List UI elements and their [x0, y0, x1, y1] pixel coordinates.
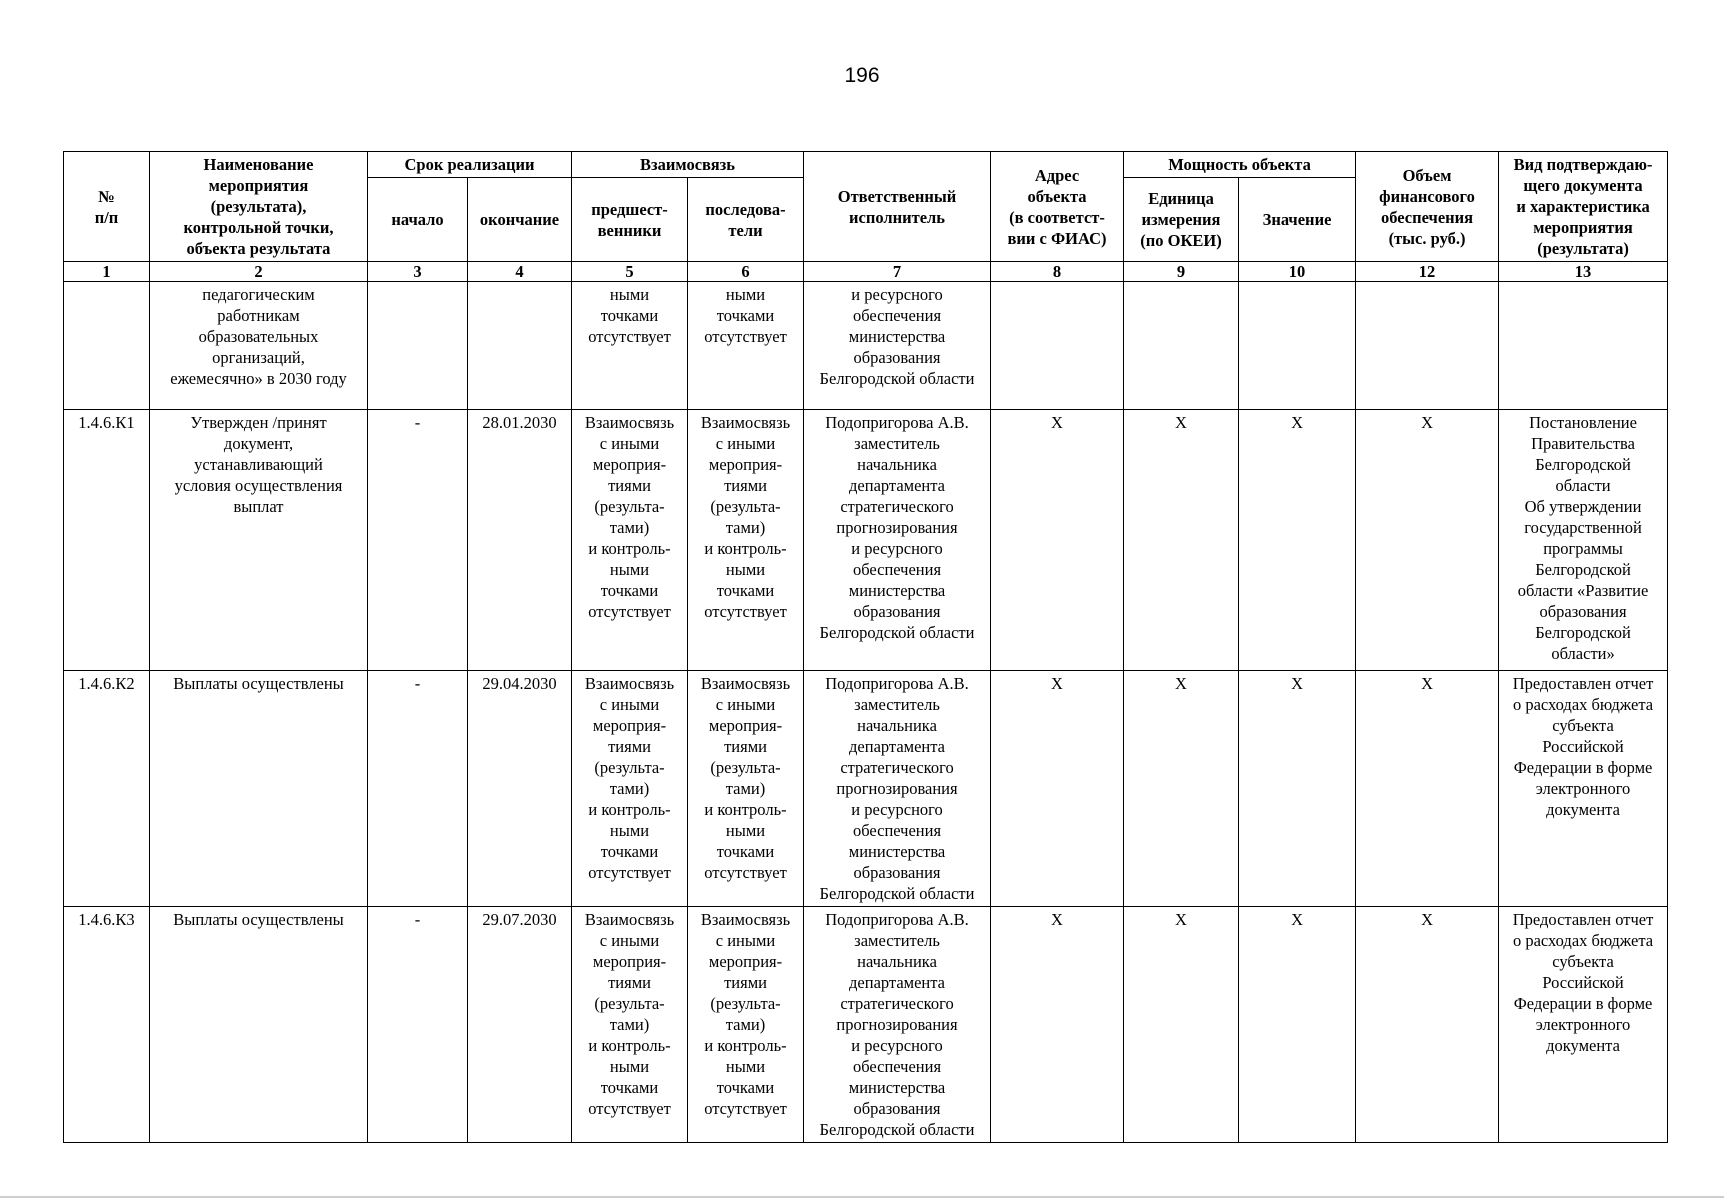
- row-next: Взаимосвязь с иными мероприя- тиями (результа- тами) и контроль- ными точками отсутствует: [688, 410, 804, 671]
- table-body: [64, 282, 1668, 1143]
- row-name: Выплаты осуществлены: [150, 907, 368, 1143]
- row-end: [468, 282, 572, 410]
- header-number: № п/п: [64, 152, 150, 262]
- row-start: -: [368, 907, 468, 1143]
- table-row: [64, 410, 1668, 671]
- row-start: -: [368, 671, 468, 907]
- table-row: [64, 907, 1668, 1143]
- row-prev: ными точками отсутствует: [572, 282, 688, 410]
- row-next: Взаимосвязь с иными мероприя- тиями (результа- тами) и контроль- ными точками отсутствует: [688, 671, 804, 907]
- row-document: Постановление Правительства Белгородской области Об утверждении государственной программы Белгородской области «Развитие образования Белгородской области»: [1499, 410, 1668, 671]
- column-number: 6: [688, 262, 804, 282]
- column-number: 1: [64, 262, 150, 282]
- row-responsible: Подопригорова А.В. заместитель начальника департамента стратегического прогнозирования и ресурсного обеспечения министерства образования Белгородской области: [804, 671, 991, 907]
- column-number: 12: [1356, 262, 1499, 282]
- table-row: [64, 671, 1668, 907]
- column-number: 13: [1499, 262, 1668, 282]
- activities-table: [63, 151, 1668, 1143]
- column-number: 2: [150, 262, 368, 282]
- row-address: Х: [991, 907, 1124, 1143]
- row-finance: Х: [1356, 907, 1499, 1143]
- header-term: Срок реализации: [368, 152, 572, 178]
- row-number: 1.4.6.К1: [64, 410, 150, 671]
- row-number: 1.4.6.К3: [64, 907, 150, 1143]
- column-number: 9: [1124, 262, 1239, 282]
- scan-edge-divider: [0, 1196, 1724, 1198]
- row-next: ными точками отсутствует: [688, 282, 804, 410]
- row-address: [991, 282, 1124, 410]
- row-unit: Х: [1124, 410, 1239, 671]
- row-number: [64, 282, 150, 410]
- header-document: Вид подтверждаю- щего документа и характеристика мероприятия (результата): [1499, 152, 1668, 262]
- column-number: 8: [991, 262, 1124, 282]
- row-end: 29.04.2030: [468, 671, 572, 907]
- column-number: 4: [468, 262, 572, 282]
- header-rel-prev: предшест- венники: [572, 178, 688, 262]
- column-number-row: [64, 262, 1668, 282]
- row-finance: [1356, 282, 1499, 410]
- row-end: 28.01.2030: [468, 410, 572, 671]
- header-term-start: начало: [368, 178, 468, 262]
- row-prev: Взаимосвязь с иными мероприя- тиями (результа- тами) и контроль- ными точками отсутствует: [572, 907, 688, 1143]
- row-unit: Х: [1124, 671, 1239, 907]
- row-name: Утвержден /принят документ, устанавливающий условия осуществления выплат: [150, 410, 368, 671]
- row-prev: Взаимосвязь с иными мероприя- тиями (результа- тами) и контроль- ными точками отсутствует: [572, 671, 688, 907]
- row-prev: Взаимосвязь с иными мероприя- тиями (результа- тами) и контроль- ными точками отсутствует: [572, 410, 688, 671]
- header-cap-unit: Единица измерения (по ОКЕИ): [1124, 178, 1239, 262]
- column-number: 5: [572, 262, 688, 282]
- row-end: 29.07.2030: [468, 907, 572, 1143]
- header-relation: Взаимосвязь: [572, 152, 804, 178]
- row-document: Предоставлен отчет о расходах бюджета субъекта Российской Федерации в форме электронного документа: [1499, 671, 1668, 907]
- row-finance: Х: [1356, 410, 1499, 671]
- row-start: -: [368, 410, 468, 671]
- row-finance: Х: [1356, 671, 1499, 907]
- row-responsible: и ресурсного обеспечения министерства образования Белгородской области: [804, 282, 991, 410]
- table-row: [64, 282, 1668, 410]
- row-responsible: Подопригорова А.В. заместитель начальника департамента стратегического прогнозирования и ресурсного обеспечения министерства образования Белгородской области: [804, 907, 991, 1143]
- row-value: Х: [1239, 907, 1356, 1143]
- row-value: Х: [1239, 671, 1356, 907]
- row-unit: [1124, 282, 1239, 410]
- page-number: 196: [844, 64, 880, 87]
- header-responsible: Ответственный исполнитель: [804, 152, 991, 262]
- header-finance: Объем финансового обеспечения (тыс. руб.): [1356, 152, 1499, 262]
- column-number: 7: [804, 262, 991, 282]
- row-address: Х: [991, 671, 1124, 907]
- column-number: 10: [1239, 262, 1356, 282]
- header-cap-value: Значение: [1239, 178, 1356, 262]
- row-value: [1239, 282, 1356, 410]
- row-name: Выплаты осуществлены: [150, 671, 368, 907]
- row-unit: Х: [1124, 907, 1239, 1143]
- header-rel-next: последова- тели: [688, 178, 804, 262]
- row-responsible: Подопригорова А.В. заместитель начальника департамента стратегического прогнозирования и ресурсного обеспечения министерства образования Белгородской области: [804, 410, 991, 671]
- header-name: Наименование мероприятия (результата), контрольной точки, объекта результата: [150, 152, 368, 262]
- row-document: [1499, 282, 1668, 410]
- row-name: педагогическим работникам образовательных организаций, ежемесячно» в 2030 году: [150, 282, 368, 410]
- row-document: Предоставлен отчет о расходах бюджета субъекта Российской Федерации в форме электронного документа: [1499, 907, 1668, 1143]
- row-address: Х: [991, 410, 1124, 671]
- table-header: [64, 152, 1668, 282]
- row-next: Взаимосвязь с иными мероприя- тиями (результа- тами) и контроль- ными точками отсутствует: [688, 907, 804, 1143]
- row-number: 1.4.6.К2: [64, 671, 150, 907]
- row-start: [368, 282, 468, 410]
- header-address: Адрес объекта (в соответст- вии с ФИАС): [991, 152, 1124, 262]
- header-term-end: окончание: [468, 178, 572, 262]
- header-capacity: Мощность объекта: [1124, 152, 1356, 178]
- row-value: Х: [1239, 410, 1356, 671]
- column-number: 3: [368, 262, 468, 282]
